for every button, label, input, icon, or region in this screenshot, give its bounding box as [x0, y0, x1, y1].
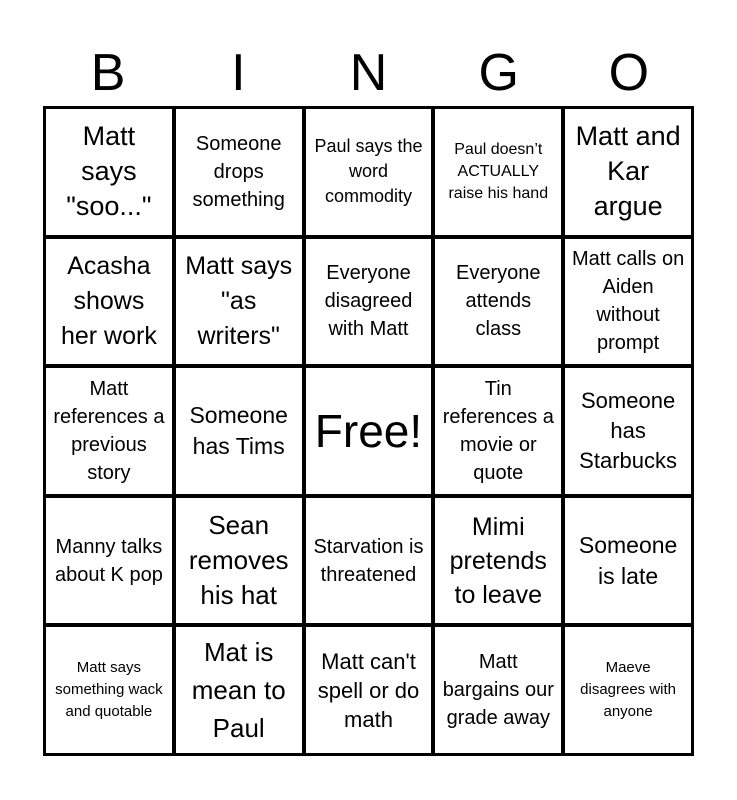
- bingo-cell-r4c4[interactable]: [432, 495, 564, 627]
- cell-text: Someone has Tims: [189, 401, 288, 459]
- free-space: Free!: [314, 404, 423, 457]
- cell-text: Starvation is threatened: [313, 535, 424, 586]
- cell-text: Paul doesn’t ACTUALLY raise his hand: [448, 140, 549, 202]
- cell-text: Everyone disagreed with Matt: [324, 262, 413, 341]
- cell-text: Everyone attends class: [456, 262, 541, 341]
- cell-text: Tin references a movie or quote: [442, 377, 554, 484]
- header-letter-i: I: [231, 44, 246, 102]
- bingo-cell-r5c5[interactable]: [562, 624, 694, 756]
- bingo-cell-r2c5[interactable]: [562, 236, 694, 368]
- bingo-cell-r1c4[interactable]: [432, 106, 564, 238]
- header-letter-n: N: [349, 44, 388, 102]
- cell-text: Matt references a previous story: [53, 377, 165, 484]
- bingo-cell-r5c1[interactable]: [43, 624, 175, 756]
- bingo-board: [43, 106, 694, 756]
- bingo-header: [43, 40, 694, 106]
- cell-text: Mimi pretends to leave: [449, 512, 547, 609]
- cell-text: Sean removes his hat: [188, 510, 289, 611]
- bingo-cell-r4c5[interactable]: [562, 495, 694, 627]
- bingo-cell-r1c3[interactable]: [303, 106, 435, 238]
- header-letter-g: G: [478, 44, 519, 102]
- bingo-cell-r2c4[interactable]: [432, 236, 564, 368]
- cell-text: Matt says "soo...": [66, 121, 152, 222]
- bingo-cell-r3c2[interactable]: [173, 365, 305, 497]
- cell-text: Matt says something wack and quotable: [55, 659, 163, 721]
- cell-text: Someone drops something: [192, 132, 285, 211]
- cell-text: Acasha shows her work: [60, 251, 157, 350]
- header-letter-o: O: [608, 44, 650, 102]
- bingo-cell-r1c1[interactable]: [43, 106, 175, 238]
- bingo-cell-r3c5[interactable]: [562, 365, 694, 497]
- cell-text: Matt says "as writers": [185, 251, 293, 350]
- bingo-cell-r3c4[interactable]: [432, 365, 564, 497]
- bingo-cell-r5c2[interactable]: [173, 624, 305, 756]
- cell-text: Mat is mean to Paul: [191, 637, 286, 744]
- bingo-cell-r3c3[interactable]: [303, 365, 435, 497]
- bingo-cell-r4c2[interactable]: [173, 495, 305, 627]
- bingo-cell-r2c2[interactable]: [173, 236, 305, 368]
- bingo-cell-r4c1[interactable]: [43, 495, 175, 627]
- cell-text: Matt bargains our grade away: [442, 651, 554, 730]
- bingo-cell-r5c3[interactable]: [303, 624, 435, 756]
- cell-text: Manny talks about K pop: [54, 535, 163, 586]
- bingo-cell-r1c5[interactable]: [562, 106, 694, 238]
- header-letter-b: B: [90, 44, 126, 102]
- cell-text: Someone has Starbucks: [579, 387, 677, 473]
- cell-text: Someone is late: [578, 531, 678, 589]
- cell-text: Matt and Kar argue: [575, 121, 681, 222]
- cell-text: Maeve disagrees with anyone: [580, 659, 677, 721]
- cell-text: Matt calls on Aiden without prompt: [571, 248, 685, 355]
- bingo-cell-r2c3[interactable]: [303, 236, 435, 368]
- cell-text: Paul says the word commodity: [314, 136, 423, 207]
- bingo-cell-r5c4[interactable]: [432, 624, 564, 756]
- cell-text: Matt can't spell or do math: [317, 648, 420, 732]
- bingo-cell-r4c3[interactable]: [303, 495, 435, 627]
- bingo-cell-r1c2[interactable]: [173, 106, 305, 238]
- bingo-cell-r3c1[interactable]: [43, 365, 175, 497]
- bingo-cell-r2c1[interactable]: [43, 236, 175, 368]
